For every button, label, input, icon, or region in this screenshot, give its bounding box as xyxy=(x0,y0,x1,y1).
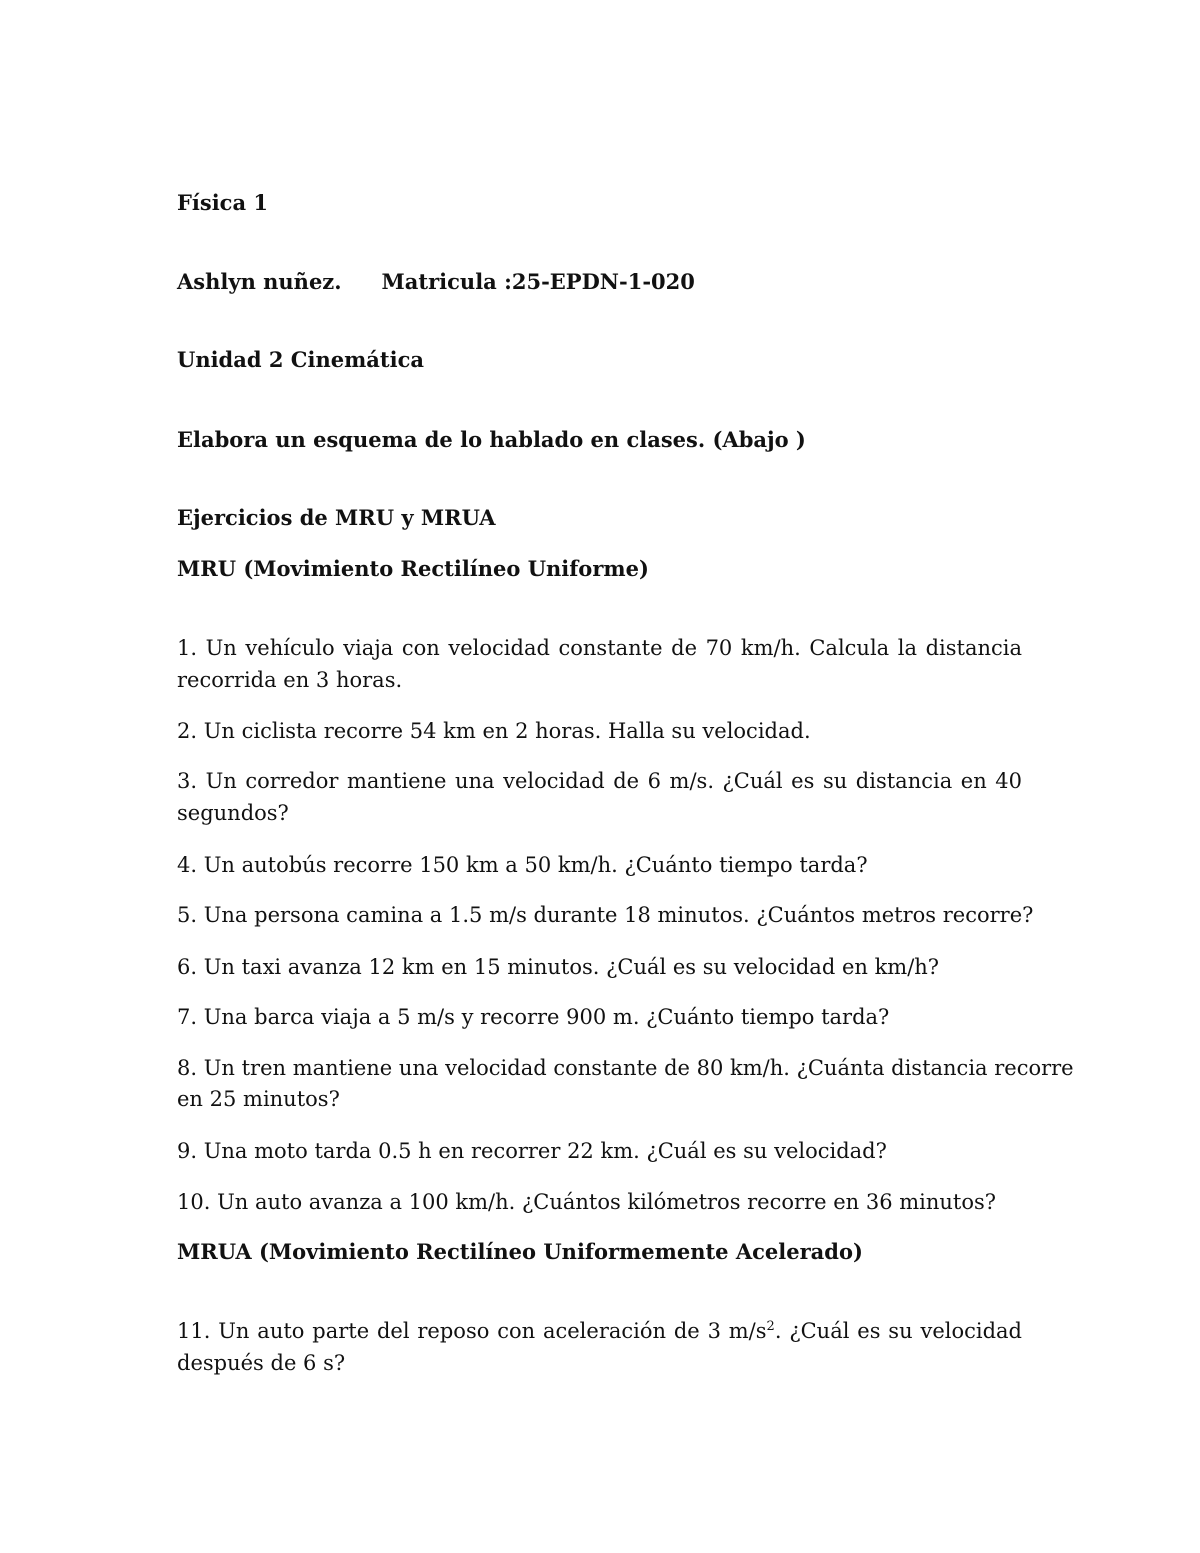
exercise-8-line-2: en 25 minutos? xyxy=(177,1087,340,1111)
unit-title: Unidad 2 Cinemática xyxy=(177,347,424,372)
exercise-9: 9. Una moto tarda 0.5 h en recorrer 22 km. ¿Cuál es su velocidad? xyxy=(177,1139,887,1163)
exercises-heading: Ejercicios de MRU y MRUA xyxy=(177,505,496,530)
exercise-1-line-2: recorrida en 3 horas. xyxy=(177,668,403,692)
exercise-3-line-2: segundos? xyxy=(177,801,289,825)
exercise-4: 4. Un autobús recorre 150 km a 50 km/h. ¿Cuánto tiempo tarda? xyxy=(177,853,868,877)
exercise-1-line-1: 1. Un vehículo viaja con velocidad constante de 70 km/h. Calcula la distancia xyxy=(177,636,1022,660)
student-name: Ashlyn nuñez. xyxy=(177,269,342,294)
student-line xyxy=(177,266,695,298)
exercise-2: 2. Un ciclista recorre 54 km en 2 horas. Halla su velocidad. xyxy=(177,719,811,743)
exercise-11-text-a: 11. Un auto parte del reposo con aceleración de 3 m/s xyxy=(177,1319,767,1343)
exercise-6: 6. Un taxi avanza 12 km en 15 minutos. ¿Cuál es su velocidad en km/h? xyxy=(177,955,940,979)
exercise-3-line-1: 3. Un corredor mantiene una velocidad de 6 m/s. ¿Cuál es su distancia en 40 xyxy=(177,769,1022,793)
exercise-7: 7. Una barca viaja a 5 m/s y recorre 900 m. ¿Cuánto tiempo tarda? xyxy=(177,1005,890,1029)
exercise-11-exponent: 2 xyxy=(766,1319,775,1334)
exercise-5: 5. Una persona camina a 1.5 m/s durante 18 minutos. ¿Cuántos metros recorre? xyxy=(177,903,1034,927)
exercise-11-line-2: después de 6 s? xyxy=(177,1351,346,1375)
mru-heading: MRU (Movimiento Rectilíneo Uniforme) xyxy=(177,556,649,581)
enrollment-number: Matricula :25-EPDN-1-020 xyxy=(381,269,695,294)
exercise-11-line-1 xyxy=(177,1315,1022,1347)
exercise-8-line-1: 8. Un tren mantiene una velocidad constante de 80 km/h. ¿Cuánta distancia recorre xyxy=(177,1056,1074,1080)
exercise-10: 10. Un auto avanza a 100 km/h. ¿Cuántos kilómetros recorre en 36 minutos? xyxy=(177,1190,997,1214)
course-title: Física 1 xyxy=(177,190,269,215)
mrua-heading: MRUA (Movimiento Rectilíneo Uniformemente Acelerado) xyxy=(177,1239,863,1264)
exercise-11-text-b: . ¿Cuál es su velocidad xyxy=(774,1319,1022,1343)
instruction-text: Elabora un esquema de lo hablado en clases. (Abajo ) xyxy=(177,427,806,452)
